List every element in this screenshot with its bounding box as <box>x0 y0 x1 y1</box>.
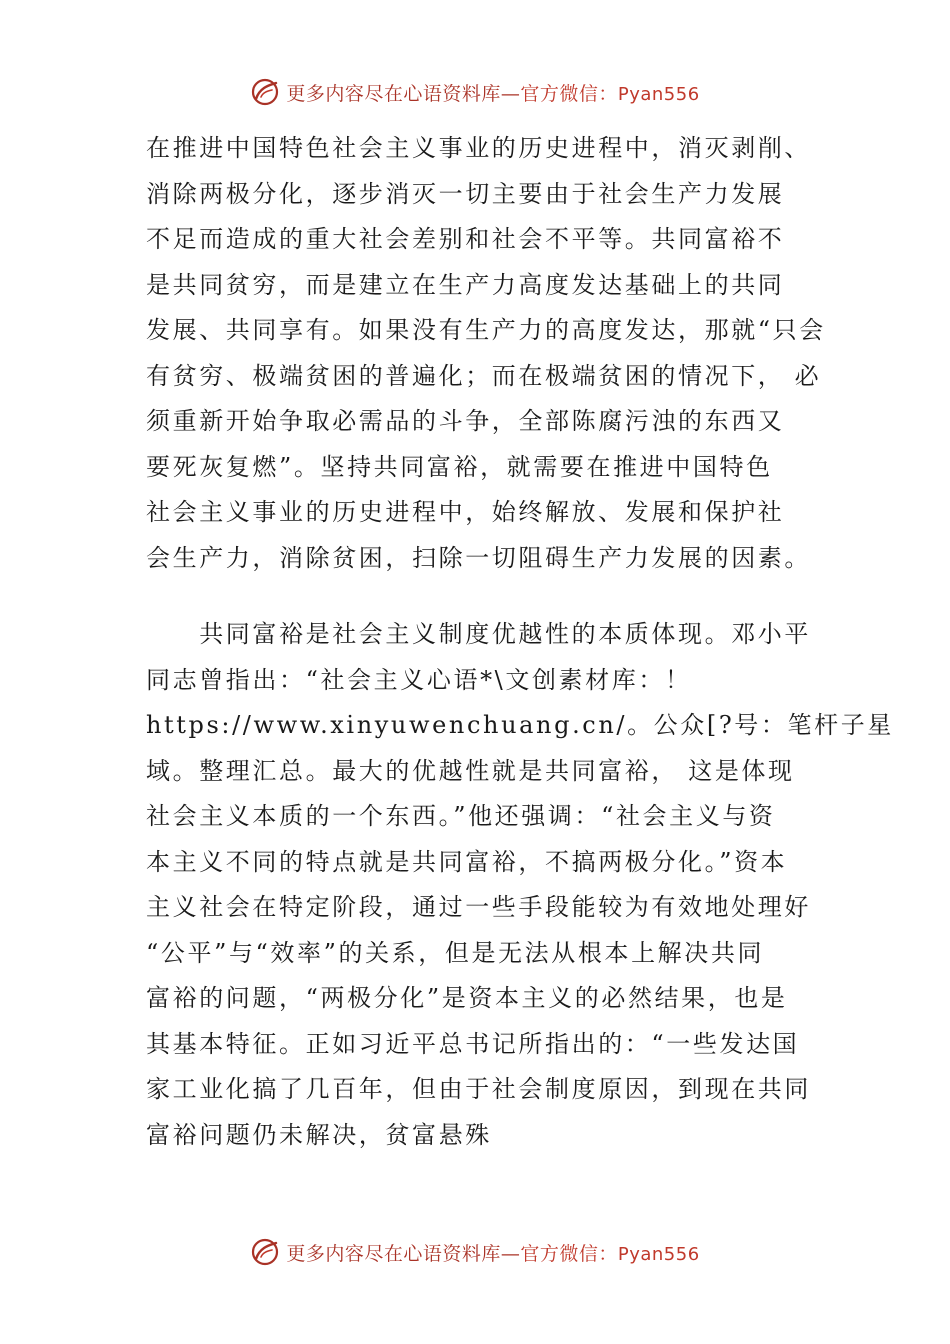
text-line: 域。整理汇总。最大的优越性就是共同富裕， 这是体现 <box>146 756 795 785</box>
header-wechat-account: Pyan556 <box>617 83 700 105</box>
text-line: 发展、共同享有。如果没有生产力的高度发达，那就“只会 <box>146 316 826 344</box>
text-line: https://www.xinyuwenchuang.cn/。公众[?号：笔杆子星 <box>146 711 894 739</box>
text-line: 家工业化搞了几百年，但由于社会制度原因，到现在共同 <box>146 1075 811 1103</box>
footer-banner-dash: — <box>500 1242 521 1265</box>
text-line: 其基本特征。正如习近平总书记所指出的：“一些发达国 <box>146 1029 800 1058</box>
logo-icon <box>250 1237 280 1267</box>
text-line: 社会主义事业的历史进程中，始终解放、发展和保护社 <box>146 498 785 526</box>
logo-icon <box>250 77 280 107</box>
text-line: 不足而造成的重大社会差别和社会不平等。共同富裕不 <box>146 225 785 253</box>
text-line: 富裕问题仍未解决，贫富悬殊 <box>146 1120 492 1149</box>
text-line: 有贫穷、极端贫困的普遍化；而在极端贫困的情况下， 必 <box>146 361 822 390</box>
text-line: 同志曾指出：“社会主义心语*\文创素材库：！ <box>146 665 692 694</box>
header-banner-dash: — <box>500 82 521 105</box>
paragraph-2 <box>146 612 894 1158</box>
text-line: 是共同贫穷，而是建立在生产力高度发达基础上的共同 <box>146 270 785 299</box>
header-banner <box>0 72 950 112</box>
footer-banner-main: 更多内容尽在心语资料库 <box>286 1242 501 1265</box>
text-line: 本主义不同的特点就是共同富裕，不搞两极分化。”资本 <box>146 847 788 876</box>
text-line: 共同富裕是社会主义制度优越性的本质体现。邓小平 <box>146 620 811 648</box>
footer-wechat-label: 官方微信： <box>520 1242 618 1265</box>
footer-wechat-account: Pyan556 <box>617 1243 700 1265</box>
text-line: “公平”与“效率”的关系，但是无法从根本上解决共同 <box>146 938 765 967</box>
text-line: 须重新开始争取必需品的斗争，全部陈腐污浊的东西又 <box>146 407 785 435</box>
text-line: 社会主义本质的一个东西。”他还强调：“社会主义与资 <box>146 802 776 830</box>
footer-banner <box>0 1232 950 1272</box>
text-line: 在推进中国特色社会主义事业的历史进程中，消灭剥削、 <box>146 134 811 162</box>
text-line: 富裕的问题，“两极分化”是资本主义的必然结果，也是 <box>146 984 788 1012</box>
text-line: 要死灰复燃”。坚持共同富裕，就需要在推进中国特色 <box>146 452 773 481</box>
paragraph-1 <box>146 126 826 581</box>
header-banner-main: 更多内容尽在心语资料库 <box>286 82 501 105</box>
header-wechat-label: 官方微信： <box>520 82 618 105</box>
text-line: 会生产力，消除贫困，扫除一切阻碍生产力发展的因素。 <box>146 543 811 572</box>
footer-banner-text <box>286 1239 699 1266</box>
text-line: 主义社会在特定阶段，通过一些手段能较为有效地处理好 <box>146 893 811 921</box>
header-banner-text <box>286 79 699 106</box>
text-line: 消除两极分化，逐步消灭一切主要由于社会生产力发展 <box>146 179 785 208</box>
